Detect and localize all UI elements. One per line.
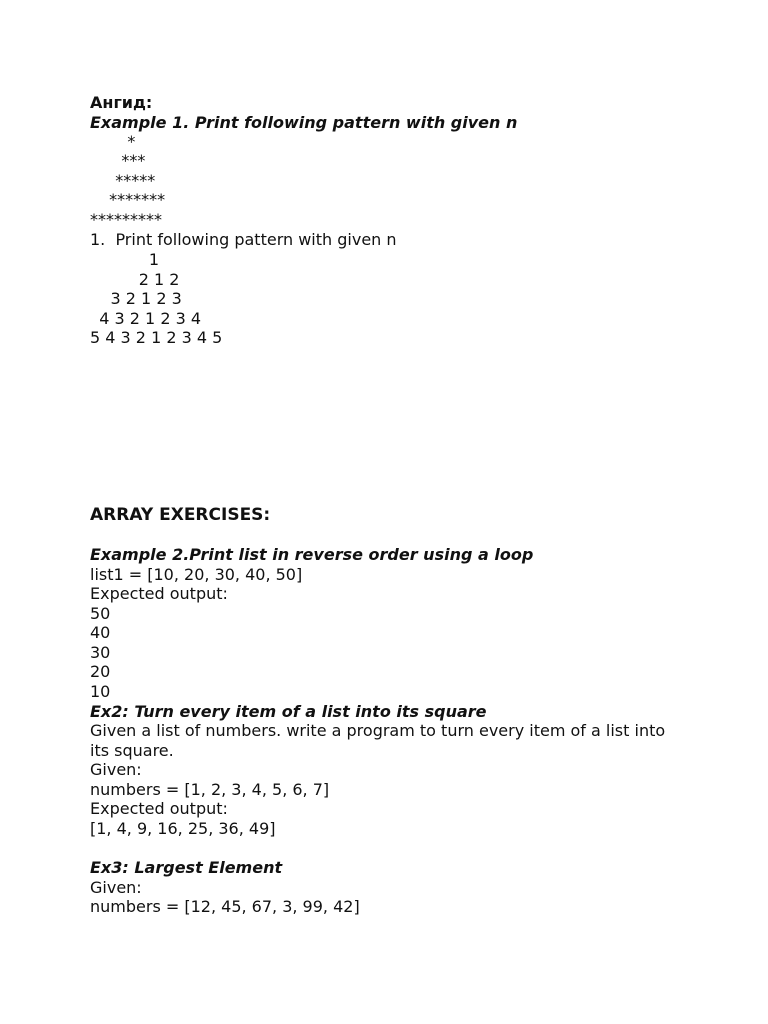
ex3-given-value: numbers = [12, 45, 67, 3, 99, 42] — [90, 897, 360, 916]
pattern1-line: * — [102, 132, 136, 151]
example2-output: 20 — [90, 662, 111, 681]
example2-code: list1 = [10, 20, 30, 40, 50] — [90, 565, 303, 584]
example1-title: Example 1. Print following pattern with given n — [90, 113, 518, 132]
pattern1-line: ******* — [99, 190, 166, 209]
example2-output: 30 — [90, 643, 111, 662]
pattern1-line: *** — [101, 151, 146, 170]
pattern1-line: ********* — [90, 210, 162, 229]
pattern2-line: 5 4 3 2 1 2 3 4 5 — [90, 328, 223, 347]
ex2-description: its square. — [90, 741, 174, 760]
ex2-expected-label: Expected output: — [90, 799, 228, 818]
example2-output: 50 — [90, 604, 111, 623]
pattern2-line: 3 2 1 2 3 — [80, 289, 182, 308]
ex2-expected-value: [1, 4, 9, 16, 25, 36, 49] — [90, 819, 276, 838]
ex3-given-label: Given: — [90, 878, 142, 897]
example2-title: Example 2.Print list in reverse order using a loop — [90, 545, 534, 564]
pattern2-line: 4 3 2 1 2 3 4 — [84, 309, 202, 328]
example2-output: 10 — [90, 682, 111, 701]
pattern2-line: 2 1 2 — [98, 270, 180, 289]
ex2-title: Ex2: Turn every item of a list into its square — [90, 702, 487, 721]
array-exercises-heading: ARRAY EXERCISES: — [90, 505, 271, 525]
section-label: Ангид: — [90, 93, 153, 112]
pattern1-line: ***** — [100, 171, 156, 190]
ex3-title: Ex3: Largest Element — [90, 858, 283, 877]
ex2-given-label: Given: — [90, 760, 142, 779]
ex2-description: Given a list of numbers. write a program to turn every item of a list into — [90, 721, 666, 740]
example2-output: 40 — [90, 623, 111, 642]
ex2-given-value: numbers = [1, 2, 3, 4, 5, 6, 7] — [90, 780, 330, 799]
pattern2-line: 1 — [98, 250, 160, 269]
example1b-title: 1. Print following pattern with given n — [90, 230, 397, 249]
example2-expected-label: Expected output: — [90, 584, 228, 603]
